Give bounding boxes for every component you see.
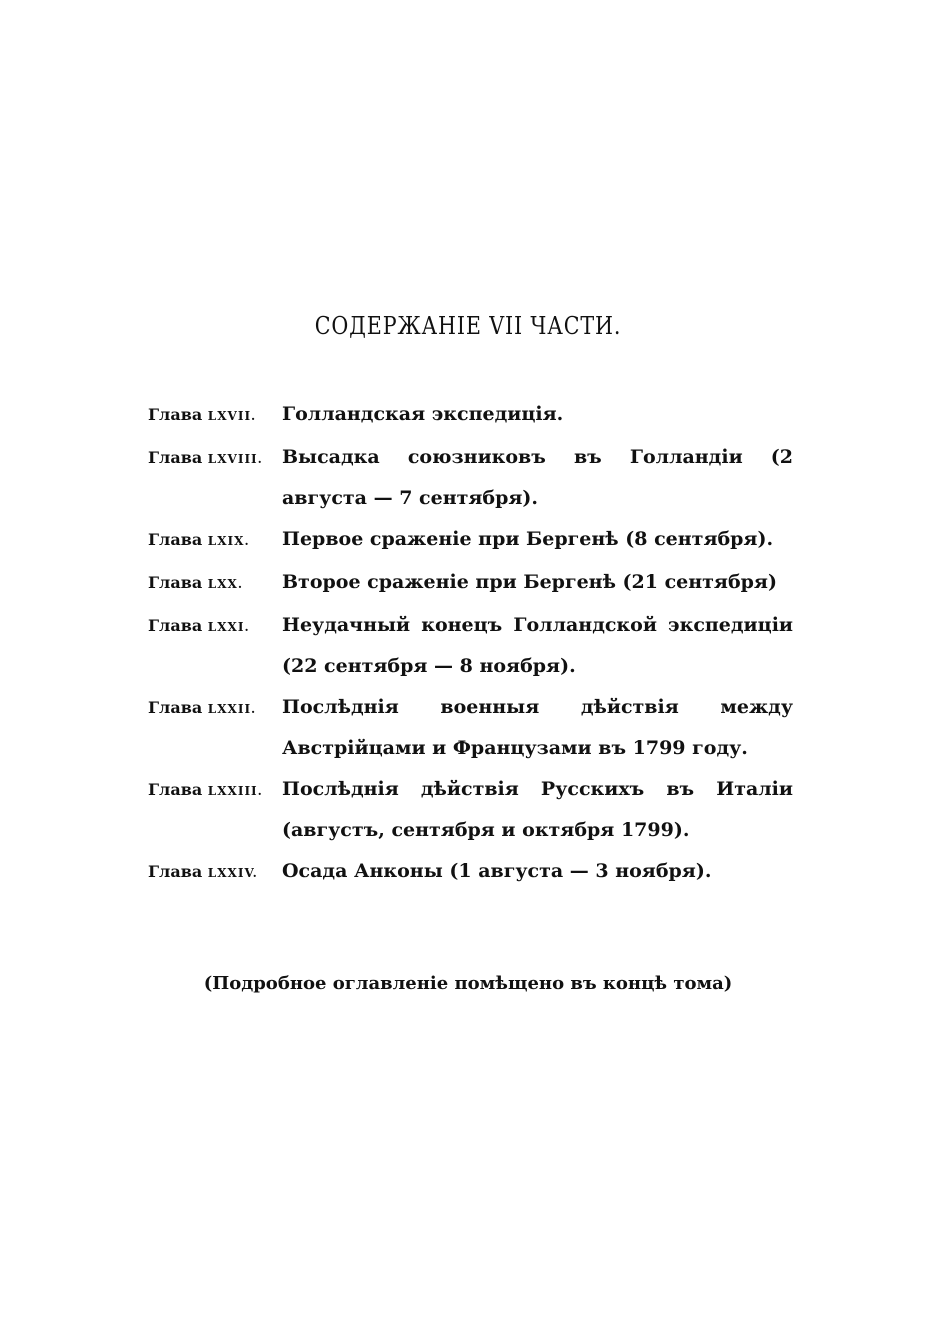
chapter-number: LXXIII.	[207, 784, 263, 798]
chapter-label	[148, 562, 282, 605]
chapter-number: LXXIV.	[207, 866, 258, 880]
chapter-number: LXVII.	[207, 409, 257, 423]
chapter-title: Осада Анконы (1 августа — 3 ноября).	[282, 860, 712, 882]
toc-entry	[148, 605, 793, 687]
chapter-number: LXVIII.	[207, 452, 263, 466]
chapter-number: LXX.	[207, 577, 244, 591]
toc-entry	[148, 769, 793, 851]
chapter-word: Глава	[148, 698, 203, 717]
chapter-title: Высадка союзниковъ въ Голландіи (2 августа — 7 сентября).	[282, 446, 793, 509]
chapter-label	[148, 437, 282, 519]
toc-entry	[148, 519, 793, 562]
chapter-title: Голландская экспедиція.	[282, 403, 564, 425]
toc-entry	[148, 394, 793, 437]
chapter-number: LXXII.	[207, 702, 257, 716]
detailed-contents-note: (Подробное оглавленіе помѣщено въ концѣ тома)	[203, 973, 733, 994]
table-of-contents	[148, 394, 793, 894]
chapter-title: Неудачный конецъ Голландской экспедиціи (22 сентября — 8 ноября).	[282, 614, 793, 677]
chapter-word: Глава	[148, 405, 203, 424]
chapter-label	[148, 394, 282, 437]
chapter-label	[148, 769, 282, 851]
chapter-title: Послѣднія дѣйствія Русскихъ въ Италіи (августъ, сентября и октября 1799).	[282, 778, 793, 841]
toc-entry	[148, 437, 793, 519]
chapter-word: Глава	[148, 780, 203, 799]
chapter-label	[148, 687, 282, 769]
chapter-word: Глава	[148, 573, 203, 592]
toc-entry	[148, 851, 793, 894]
chapter-number: LXIX.	[207, 534, 250, 548]
page-title: СОДЕРЖАНІЕ VII ЧАСТИ.	[314, 312, 622, 340]
chapter-word: Глава	[148, 862, 203, 881]
chapter-label	[148, 519, 282, 562]
chapter-word: Глава	[148, 448, 203, 467]
chapter-word: Глава	[148, 530, 203, 549]
chapter-title: Послѣднія военныя дѣйствія между Австрійцами и Французами въ 1799 году.	[282, 696, 793, 759]
chapter-word: Глава	[148, 616, 203, 635]
toc-entry	[148, 562, 793, 605]
chapter-label	[148, 851, 282, 894]
toc-entry	[148, 687, 793, 769]
chapter-label	[148, 605, 282, 687]
chapter-title: Второе сраженіе при Бергенѣ (21 сентября)	[282, 571, 777, 593]
chapter-number: LXXI.	[207, 620, 250, 634]
chapter-title: Первое сраженіе при Бергенѣ (8 сентября).	[282, 528, 774, 550]
